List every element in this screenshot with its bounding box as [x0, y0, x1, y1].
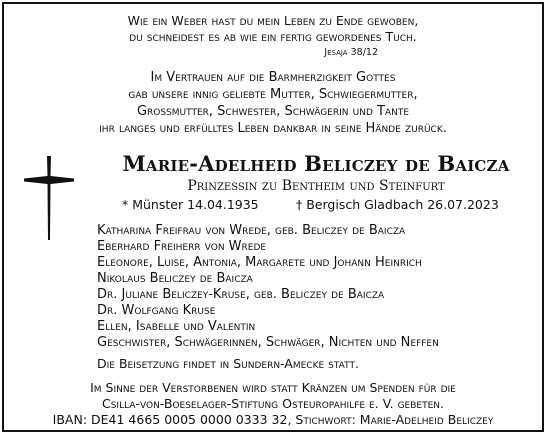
intro-line-3: Grossmutter, Schwester, Schwägerin und Tante	[136, 104, 410, 119]
intro-line-1: Im Vertrauen auf die Barmherzigkeit Gottes	[150, 70, 396, 85]
donation-line-1: Im Sinne der Verstorbenen wird statt Kränzen um Spenden für die	[90, 380, 456, 395]
mourner-line: Eleonore, Luise, Antonia, Margarete und Johann Heinrich	[97, 255, 422, 270]
verse-reference: Jesaja 38/12	[324, 47, 378, 58]
deceased-title: Prinzessin zu Bentheim und Steinfurt	[187, 178, 445, 194]
mourner-line: Katharina Freifrau von Wrede, geb. Beliczey de Baicza	[97, 223, 406, 238]
intro-line-4: ihr langes und erfülltes Leben dankbar in seine Hände zurück.	[99, 121, 447, 136]
deceased-name: Marie-Adelheid Beliczey de Baicza	[122, 151, 510, 176]
birth-info: * Münster 14.04.1935	[122, 197, 259, 212]
mourner-line: Ellen, Isabelle und Valentin	[97, 319, 256, 334]
intro-line-2: gab unsere innig geliebte Mutter, Schwiegermutter,	[128, 87, 418, 102]
mourner-line: Eberhard Freiherr von Wrede	[97, 239, 267, 254]
verse-line-1: Wie ein Weber hast du mein Leben zu Ende gewoben,	[127, 13, 419, 28]
mourner-line: Nikolaus Beliczey de Baicza	[97, 271, 253, 286]
obituary-card	[2, 2, 544, 432]
mourner-line: Geschwister, Schwägerinnen, Schwäger, Nichten und Neffen	[97, 335, 439, 350]
cross-icon	[24, 156, 74, 240]
verse-line-2: du schneidest es ab wie ein fertig gewordenes Tuch.	[129, 29, 417, 44]
mourner-line: Dr. Juliane Beliczey-Kruse, geb. Beliczey de Baicza	[97, 287, 385, 302]
donation-line-2: Csilla-von-Boeselager-Stiftung Osteuropahilfe e. V. gebeten.	[101, 396, 444, 411]
donation-iban: IBAN: DE41 4665 0005 0000 0333 32, Stichwort: Marie-Adelheid Beliczey	[52, 412, 494, 427]
burial-note: Die Beisetzung findet in Sundern-Amecke statt.	[97, 356, 359, 371]
mourner-line: Dr. Wolfgang Kruse	[97, 303, 216, 318]
death-info: † Bergisch Gladbach 26.07.2023	[296, 197, 499, 212]
